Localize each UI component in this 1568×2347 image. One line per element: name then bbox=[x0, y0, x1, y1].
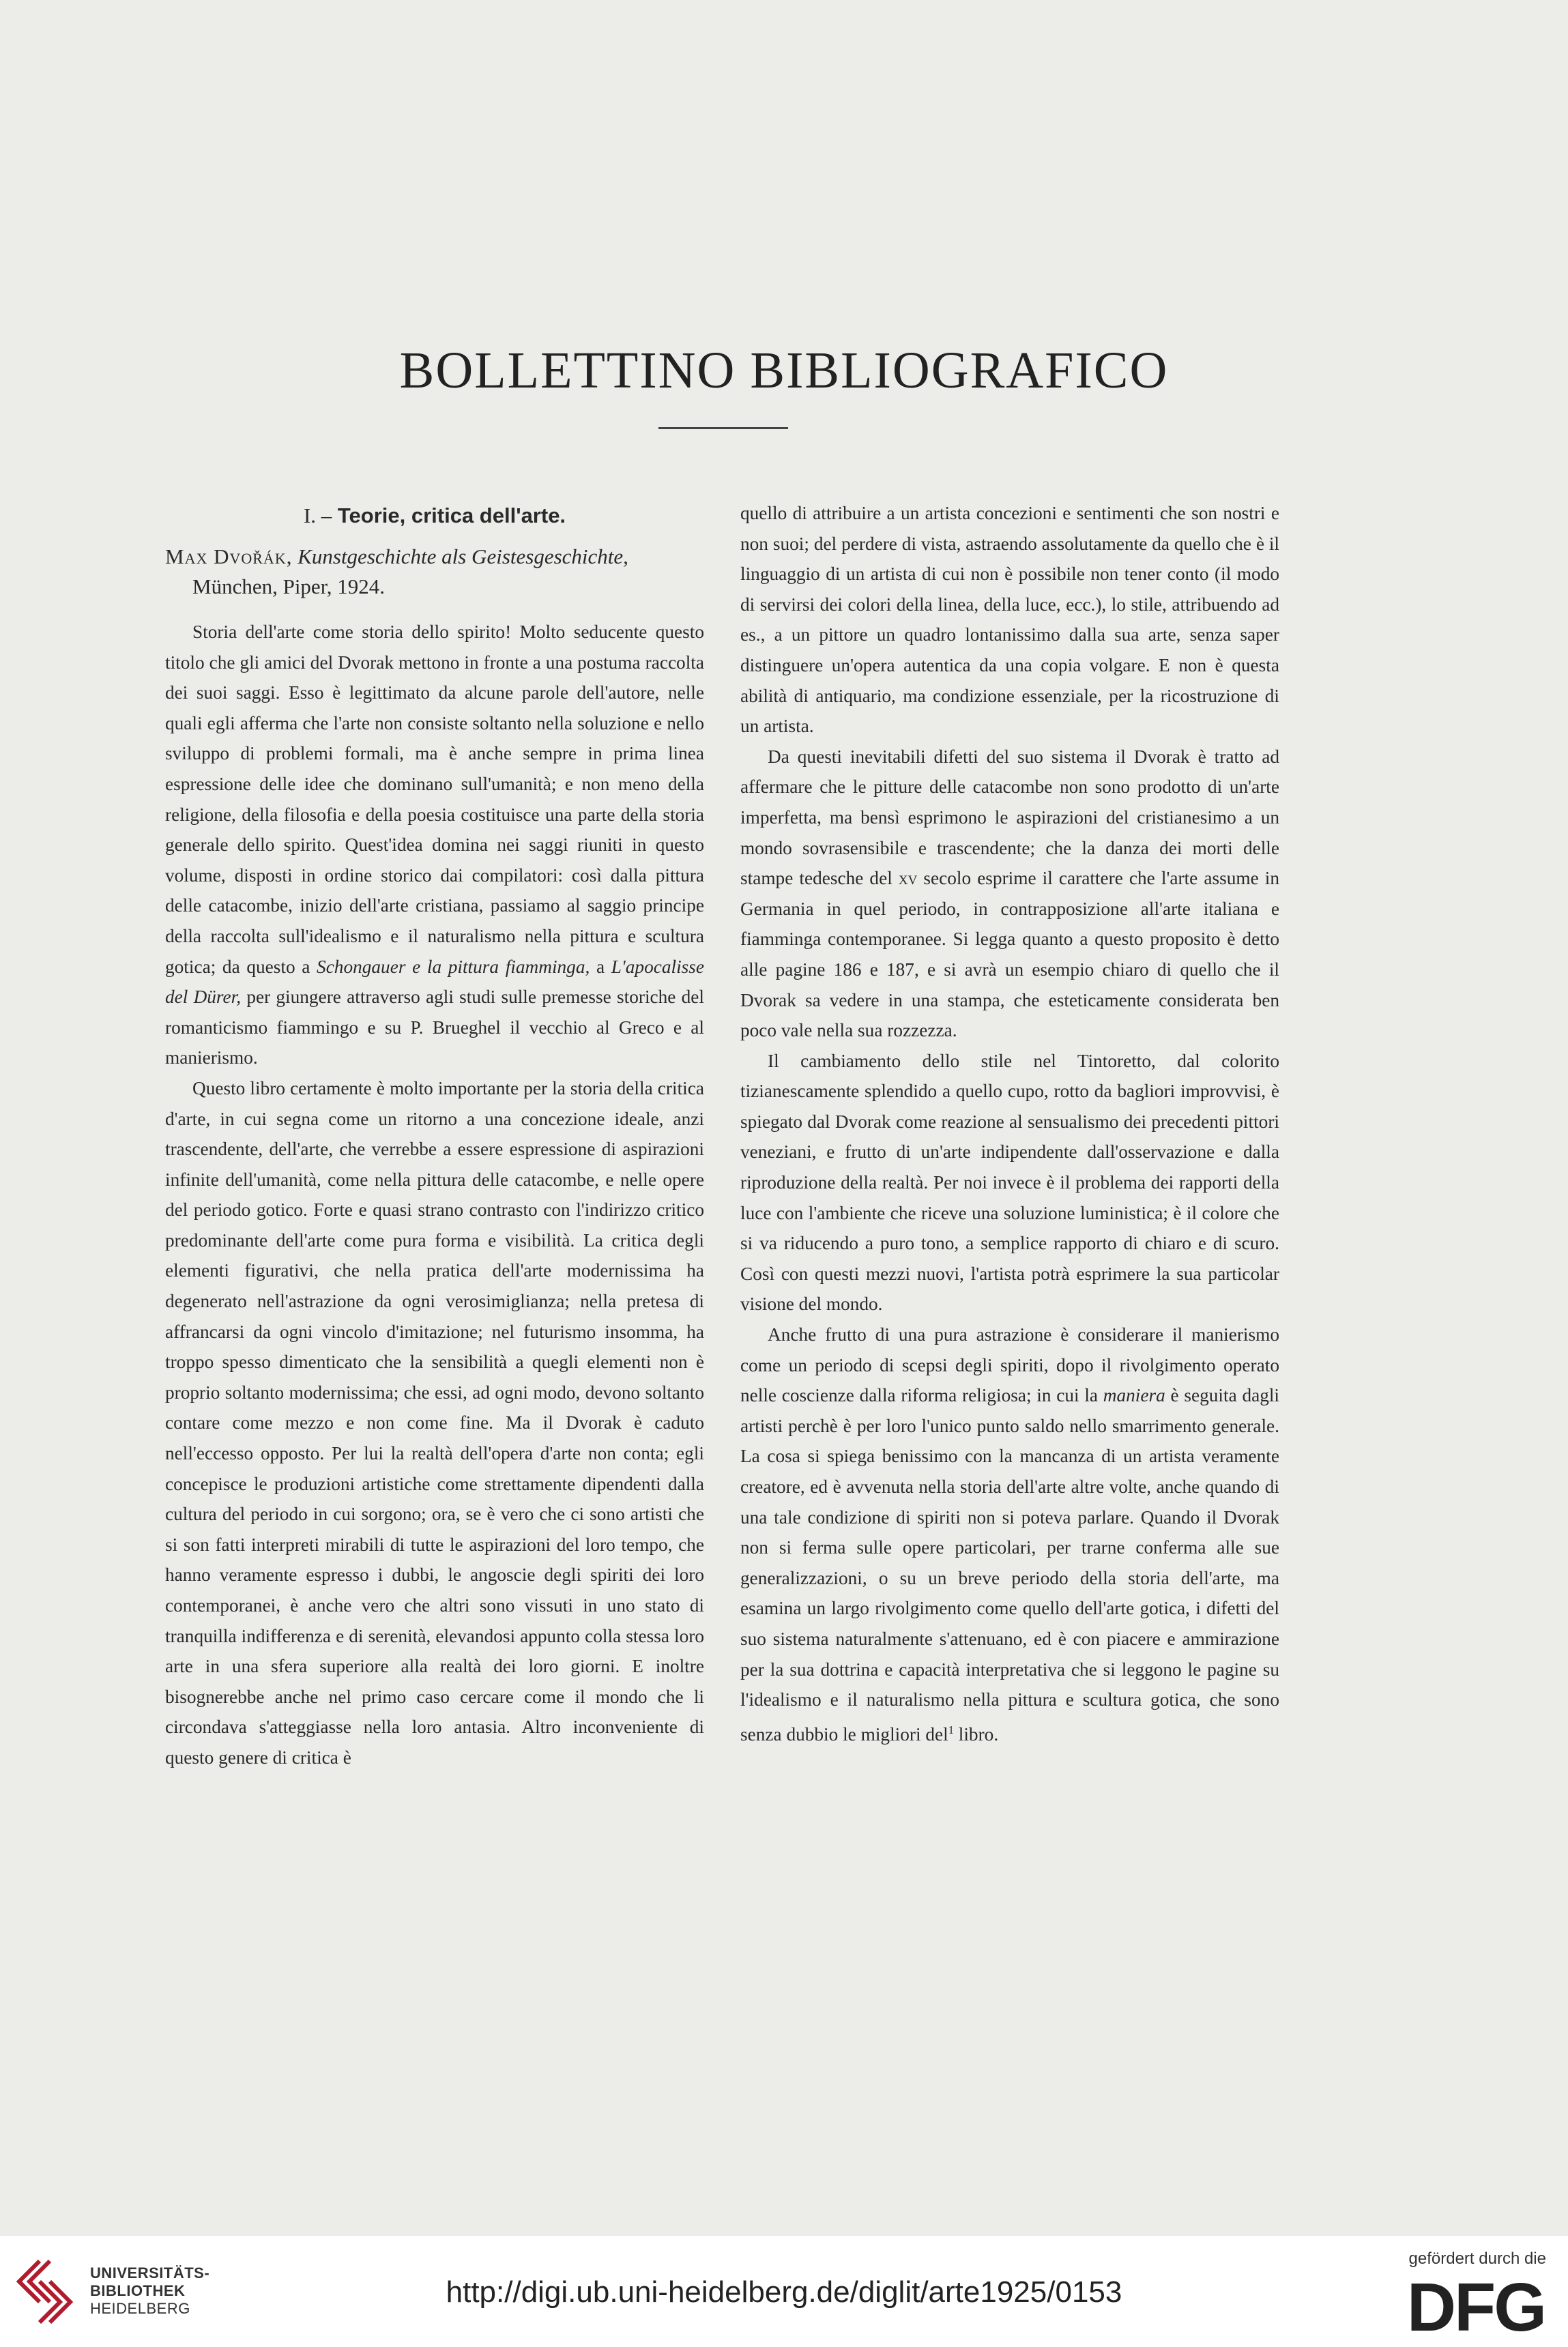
left-column bbox=[165, 498, 704, 1773]
title-rule bbox=[658, 427, 788, 429]
paragraph: Il cambiamento dello stile nel Tintoretto, dal colorito tizianescamente splendido a quello cupo, rotto da bagliori improvvisi, è spiegato dal Dvorak come reazione al sensualismo dei precedenti pittori veneziani, e frutto di un'arte indipendente dall'osservazione e dalla riproduzione della realtà. Per noi invece è il problema dei rapporti della luce con l'ambiente che riceve una soluzione luministica; è il colore che si va riducendo a puro tono, a semplice rapporto di chiaro e di scuro. Così con questi mezzi nuovi, l'artista potrà esprimere la sua particolar visione del mondo. bbox=[740, 1050, 1279, 1315]
paragraph bbox=[740, 1320, 1279, 1749]
entry-book-title: Kunstgeschichte als Geistesgeschichte, bbox=[297, 544, 628, 568]
paragraph-text: a bbox=[596, 956, 605, 977]
italic-term: maniera bbox=[1103, 1385, 1165, 1406]
dfg-logo[interactable]: DFG bbox=[1406, 2269, 1545, 2346]
footnote-marker: 1 bbox=[948, 1723, 954, 1736]
paragraph: Questo libro certamente è molto importante per la storia della critica d'arte, in cui segna come un ritorno a una concezione ideale, anzi trascendente, dell'arte, che verrebbe a essere espressione di aspirazioni infinite dell'umanità, come nella pittura delle catacombe, e nelle opere del periodo gotico. Forte e quasi strano contrasto con l'indirizzo critico predominante dell'arte come pura forma e visibilità. La critica degli elementi figurativi, che nella pratica dell'arte modernissima ha degenerato nell'astrazione da ogni verosimiglianza; nella pretesa di affrancarsi da ogni vincolo d'imitazione; nel futurismo insomma, ha troppo spesso dimenticato che la sensibilità a quegli elementi non è proprio soltanto modernissima; che essi, ad ogni modo, devono soltanto contare come mezzo e non come fine. Ma il Dvorak è caduto nell'eccesso opposto. Per lui la realtà dell'opera d'arte non conta; egli concepisce le produzioni artistiche come strettamente dipendenti dalla cultura del periodo in cui sorgono; ora, se è vero che ci sono artisti che si son fatti interpreti mirabili di tutte le aspirazioni del loro tempo, che hanno veramente espresso i dubbi, le angoscie degli spiriti dei loro contemporanei, è anche vero che altri sono vissuti in uno stato di tranquilla indifferenza e di serenità, elevandosi appunto colla stessa loro arte in una sfera superiore alla realtà dei loro giorni. E inoltre bisognerebbe anche nel primo caso cercare come il mondo che li circondava s'atteggiasse nella loro antasia. Altro inconveniente di questo genere di critica è bbox=[165, 1077, 704, 1768]
library-name-line: BIBLIOTHEK bbox=[90, 2282, 186, 2299]
italic-title: Schongauer e la pittura fiamminga, bbox=[317, 956, 590, 977]
funding-caption: gefördert durch die bbox=[1408, 2249, 1546, 2268]
paragraph bbox=[740, 742, 1279, 1046]
paragraph-text: è seguita dagli artisti perchè è per loro l'unico punto saldo nello smarrimento generale. La cosa si spiega benissimo con la mancanza di un artista veramente creatore, ed è avvenuta nella storia dell'arte altre volte, anche quando di una tale condizione di spiriti non si poteva parlare. Quando il Dvorak non si ferma sulle opere particolari, per trarne conferma alle sue generalizzazioni, o su un breve periodo della storia dell'arte, ma esamina un largo rivolgimento come quello dell'arte gotica, i difetti del suo sistema naturalmente s'attenuano, ed è con piacere e ammirazione per la sua dottrina e capacità interpretativa che si leggono le pagine su l'idealismo e il naturalismo nella pittura e scultura gotica, che sono senza dubbio le migliori del bbox=[740, 1385, 1280, 1745]
entry-publication: München, Piper, 1924. bbox=[192, 574, 386, 598]
right-column bbox=[740, 498, 1279, 1749]
section-title: Teorie, critica dell'arte. bbox=[337, 504, 566, 527]
page-title: BOLLETTINO BIBLIOGRAFICO bbox=[399, 342, 1169, 399]
paragraph-text: secolo esprime il carattere che l'arte assume in Germania in quel periodo, in contrapposizione all'arte italiana e fiamminga contemporanee. Si legga quanto a questo proposito è detto alle pagine 186 e 187, e si avrà un esempio chiaro di quello che il Dvorak sa vedere in una stampa, che esteticamente considerata ben poco vale nella sua rozzezza. bbox=[740, 868, 1279, 1041]
entry-author: Max Dvořák, bbox=[165, 544, 293, 568]
paragraph-text: Storia dell'arte come storia dello spirito! Molto seducente questo titolo che gli amici del Dvorak mettono in fronte a una postuma raccolta dei suoi saggi. Esso è legittimato da alcune parole dell'autore, nelle quali egli afferma che l'arte non consiste soltanto nella soluzione e nello sviluppo di problemi formali, ma è anche sempre in prima linea espressione delle idee che dominano sull'umanità; e non meno della religione, della filosofia e della poesia costituisce una parte della storia generale dello spirito. Quest'idea domina nei saggi riuniti in questo volume, disposti in ordine storico dai compilatori: così dalla pittura delle catacombe, inizio dell'arte cristiana, passiamo al saggio principe della raccolta sull'idealismo e il naturalismo nella pittura e scultura gotica; da questo a bbox=[165, 622, 704, 977]
paragraph-text: Da questi inevitabili difetti del suo sistema il Dvorak è tratto ad affermare che le pitture delle catacombe non sono prodotto di un'arte imperfetta, ma bensì esprimono le aspirazioni del cristianesimo a un mondo sovrasensibile e trascendente; che la danza dei morti delle stampe tedesche del bbox=[740, 746, 1279, 889]
library-name-line: UNIVERSITÄTS- bbox=[90, 2264, 210, 2282]
footer-bar bbox=[0, 2236, 1568, 2347]
century-numeral: xv bbox=[898, 868, 918, 889]
paragraph-text: libro. bbox=[958, 1723, 999, 1745]
paragraph-text: Anche frutto di una pura astrazione è considerare il manierismo come un periodo di scepsi degli spiriti, dopo il rivolgimento operato nelle coscienze dalla riforma religiosa; in cui la bbox=[740, 1324, 1279, 1406]
paragraph bbox=[165, 617, 704, 1073]
bibliographic-entry bbox=[165, 542, 704, 602]
library-name-line: HEIDELBERG bbox=[90, 2300, 190, 2317]
italic-title: L'apocalisse del Dürer, bbox=[165, 956, 705, 1008]
paragraph: quello di attribuire a un artista concezioni e sentimenti che son nostri e non suoi; del perdere di vista, astraendo assolutamente da quello che è il linguaggio di un artista di cui non è possibile non tener conto (il modo di servirsi dei colori della linea, della luce, ecc.), lo stile, attribuendo ad es., a un pittore un quadro lontanissimo dalla sua arte, senza saper distinguere un'opera autentica da una copia volgare. E non è questa abilità di antiquario, ma condizione essenziale, per la ricostruzione di un artista. bbox=[740, 503, 1279, 737]
section-number: I. – bbox=[303, 504, 332, 527]
paragraph-text: per giungere attraverso agli studi sulle premesse storiche del romanticismo fiammingo e su P. Brueghel il vecchio al Greco e al manierismo. bbox=[165, 987, 704, 1068]
section-heading bbox=[165, 498, 704, 534]
permalink-url[interactable]: http://digi.ub.uni-heidelberg.de/diglit/arte1925/0153 bbox=[446, 2275, 1122, 2309]
